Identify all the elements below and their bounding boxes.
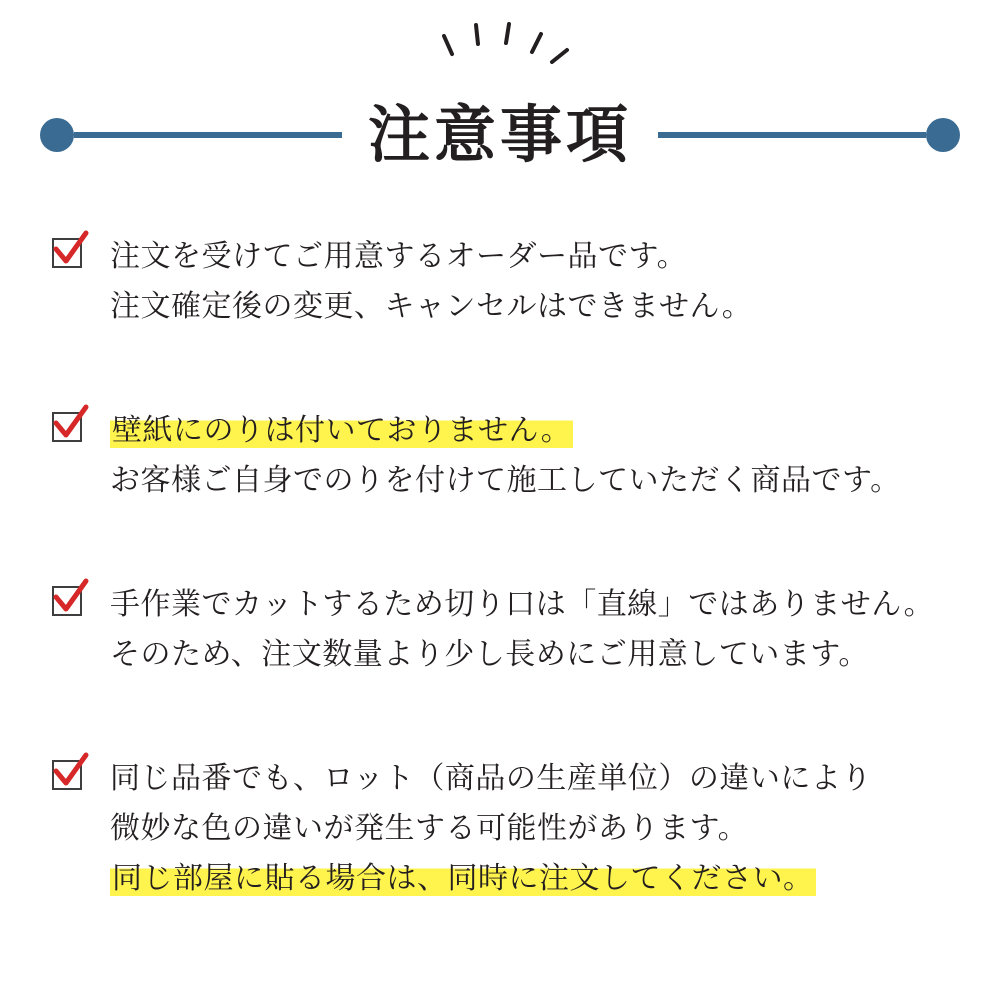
divider-right: [658, 132, 926, 138]
divider-left: [74, 132, 342, 138]
page-header: [0, 0, 1000, 200]
list-item: [52, 232, 960, 332]
sparkle-burst-icon: [0, 18, 1000, 64]
list-item: [52, 754, 960, 904]
highlighted-text: 同じ部屋に貼る場合は、同時に注文してください。: [112, 861, 814, 896]
notice-line: [110, 854, 872, 904]
notice-line: そのため、注文数量より少し長めにご用意しています。: [110, 637, 869, 672]
checkbox-checked-icon: [52, 238, 86, 272]
title-row: [0, 62, 1000, 207]
notice-list: [52, 232, 960, 904]
list-item-text: [110, 754, 872, 904]
list-item: [52, 580, 960, 680]
highlighted-text: 壁紙にのりは付いておりません。: [112, 413, 572, 448]
notice-line: [110, 406, 901, 456]
right-rule-group: [658, 118, 960, 152]
dot-icon-right: [926, 118, 960, 152]
notice-line: 同じ品番でも、ロット（商品の生産単位）の違いにより: [110, 761, 872, 796]
left-rule-group: [40, 118, 342, 152]
list-item-text: [110, 580, 934, 680]
notice-line: 微妙な色の違いが発生する可能性があります。: [110, 811, 749, 846]
notice-line: お客様ご自身でのりを付けて施工していただく商品です。: [110, 463, 901, 498]
notice-line: 注文確定後の変更、キャンセルはできません。: [110, 289, 753, 324]
list-item-text: [110, 232, 752, 332]
dot-icon-left: [40, 118, 74, 152]
checkbox-checked-icon: [52, 760, 86, 794]
notice-line: 注文を受けてご用意するオーダー品です。: [110, 239, 688, 274]
checkbox-checked-icon: [52, 586, 86, 620]
notice-line: 手作業でカットするため切り口は「直線」ではありません。: [110, 587, 935, 622]
checkbox-checked-icon: [52, 412, 86, 446]
list-item: [52, 406, 960, 506]
page-title: 注意事項: [367, 97, 632, 171]
list-item-text: [110, 406, 901, 506]
